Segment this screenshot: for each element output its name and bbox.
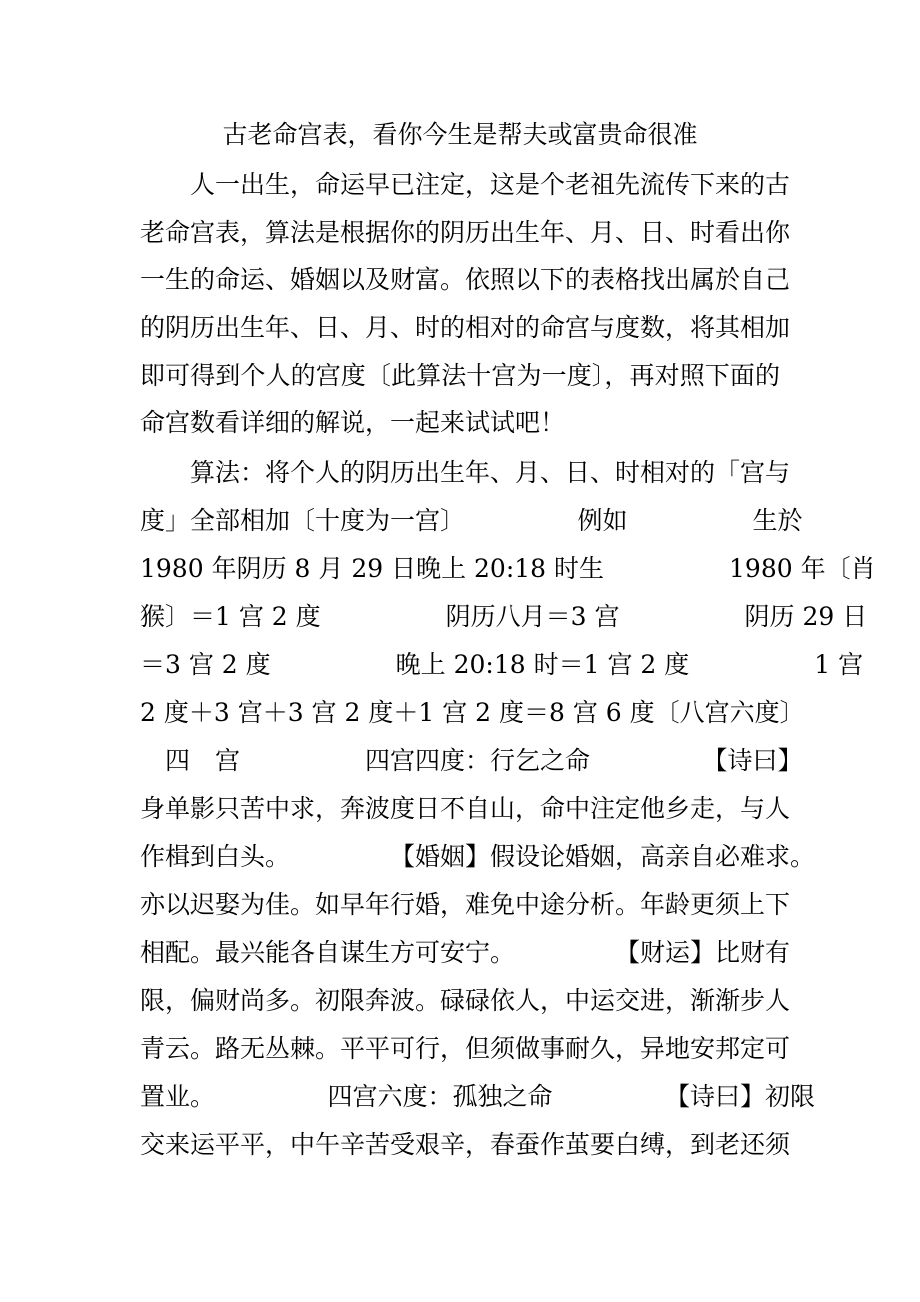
reading-line-3: 作楫到白头。 【婚姻】假设论婚姻，高亲自必难求。	[140, 842, 816, 871]
method-line-3: 1980 年阴历 8 月 29 日晚上 20:18 时生 1980 年〔肖	[140, 554, 876, 583]
reading-line-1: 四 宫 四宫四度：行乞之命 【诗曰】	[140, 746, 803, 775]
method-line-2: 度」全部相加〔十度为一宫〕 例如 生於	[140, 506, 803, 535]
reading-line-2: 身单影只苦中求，奔波度日不自山，命中注定他乡走，与人	[140, 794, 791, 823]
intro-line-2: 老命宫表，算法是根据你的阴历出生年、月、日、时看出你	[140, 218, 791, 247]
reading-line-6: 限，偏财尚多。初限奔波。碌碌依人，中运交进，渐渐步人	[140, 986, 791, 1015]
intro-line-3: 一生的命运、婚姻以及财富。依照以下的表格找出属於自己	[140, 265, 791, 294]
method-line-6: 2 度＋3 宫＋3 宫 2 度＋1 宫 2 度＝8 宫 6 度〔八宫六度〕	[140, 698, 805, 727]
reading-line-9: 交来运平平，中午辛苦受艰辛，春蚕作茧要白缚，到老还须	[140, 1130, 791, 1159]
intro-line-5: 即可得到个人的宫度〔此算法十宫为一度〕，再对照下面的	[140, 361, 780, 390]
intro-line-1: 人一出生，命运早已注定，这是个老祖先流传下来的古	[140, 170, 791, 199]
reading-line-4: 亦以迟娶为佳。如早年行婚，难免中途分析。年龄更须上下	[140, 890, 791, 919]
method-line-4: 猴〕＝1 宫 2 度 阴历八月＝3 宫 阴历 29 日	[140, 602, 868, 631]
intro-line-4: 的阴历出生年、日、月、时的相对的命宫与度数，将其相加	[140, 313, 791, 342]
document-title: 古老命宫表，看你今生是帮夫或富贵命很准	[222, 120, 698, 149]
reading-line-5: 相配。最兴能各自谋生方可安宁。 【财运】比财有	[140, 938, 791, 967]
reading-line-8: 置业。 四宫六度：孤独之命 【诗曰】初限	[140, 1082, 816, 1111]
intro-line-6: 命宫数看详细的解说，一起来试试吧！	[140, 408, 566, 437]
method-line-5: ＝3 宫 2 度 晚上 20:18 时＝1 宫 2 度 1 宫	[140, 650, 864, 679]
method-line-1: 算法：将个人的阴历出生年、月、日、时相对的「宫与	[140, 458, 791, 487]
reading-line-7: 青云。路无丛棘。平平可行，但须做事耐久，异地安邦定可	[140, 1034, 791, 1063]
